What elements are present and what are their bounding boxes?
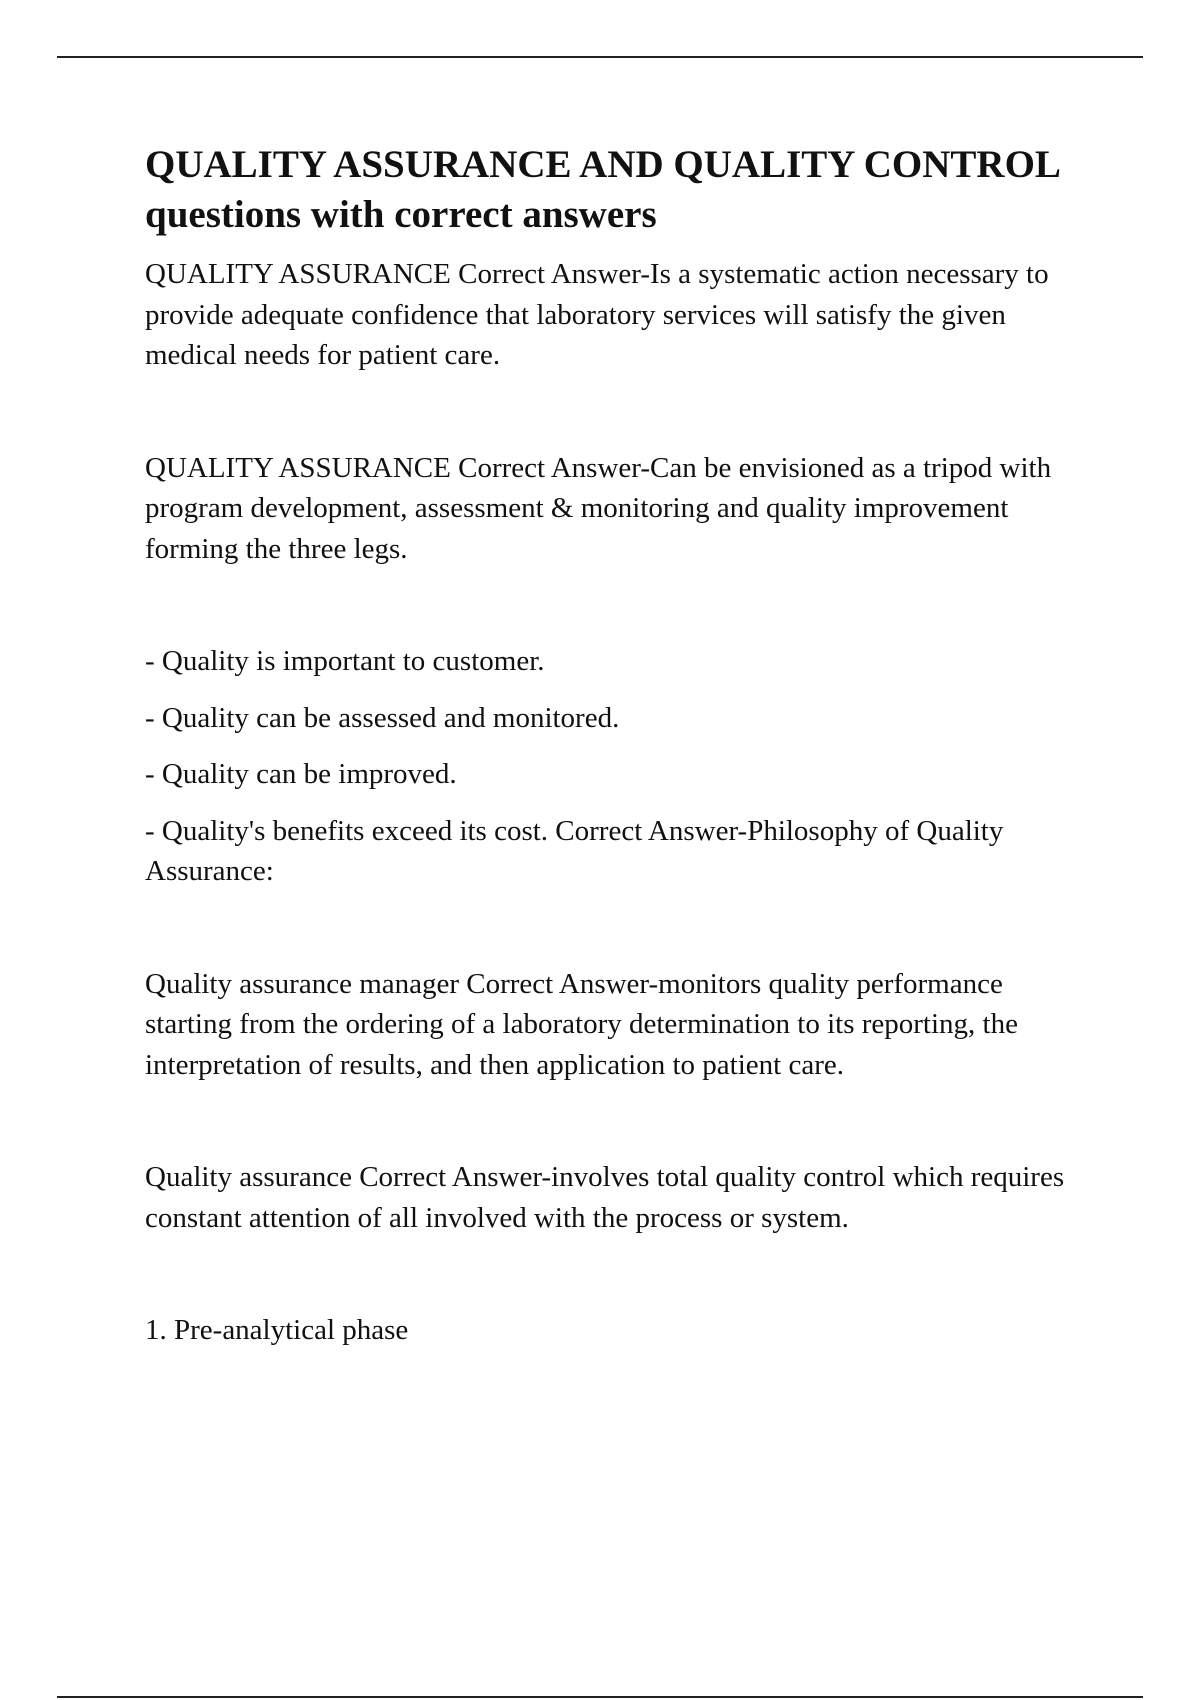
header-rule	[57, 56, 1143, 58]
list-item-quality-assessed: - Quality can be assessed and monitored.	[145, 701, 620, 734]
spacer	[145, 1085, 1085, 1157]
page-content	[145, 140, 1085, 1351]
spacer	[145, 1238, 1085, 1310]
spacer	[145, 892, 1085, 964]
paragraph-pre-analytical-phase: 1. Pre-analytical phase	[145, 1314, 409, 1346]
document-title: QUALITY ASSURANCE AND QUALITY CONTROL questions with correct answers	[145, 143, 1059, 236]
spacer	[145, 569, 1085, 641]
paragraph-qa-definition: QUALITY ASSURANCE Correct Answer-Is a systematic action necessary to provide adequate confidence that laboratory services will satisfy the given medical needs for patient care.	[145, 258, 1049, 371]
list-item-quality-important: - Quality is important to customer.	[145, 645, 545, 677]
spacer	[145, 738, 1085, 754]
footer-rule	[57, 1696, 1143, 1698]
paragraph-qa-total-control: Quality assurance Correct Answer-involves total quality control which requires constant attention of all involved with the process or system.	[145, 1161, 1065, 1234]
paragraph-qa-manager: Quality assurance manager Correct Answer-monitors quality performance starting from the ordering of a laboratory determination to its reporting, the interpretation of results, and then application to patient care.	[145, 967, 1018, 1081]
paragraph-qa-tripod: QUALITY ASSURANCE Correct Answer-Can be envisioned as a tripod with program development, assessment & monitoring and quality improvement forming the three legs.	[145, 451, 1052, 565]
spacer	[145, 795, 1085, 811]
spacer	[145, 376, 1085, 448]
list-item-quality-benefits: - Quality's benefits exceed its cost. Correct Answer-Philosophy of Quality Assurance:	[145, 814, 1004, 887]
list-item-quality-improved: - Quality can be improved.	[145, 758, 457, 790]
spacer	[145, 682, 1085, 698]
